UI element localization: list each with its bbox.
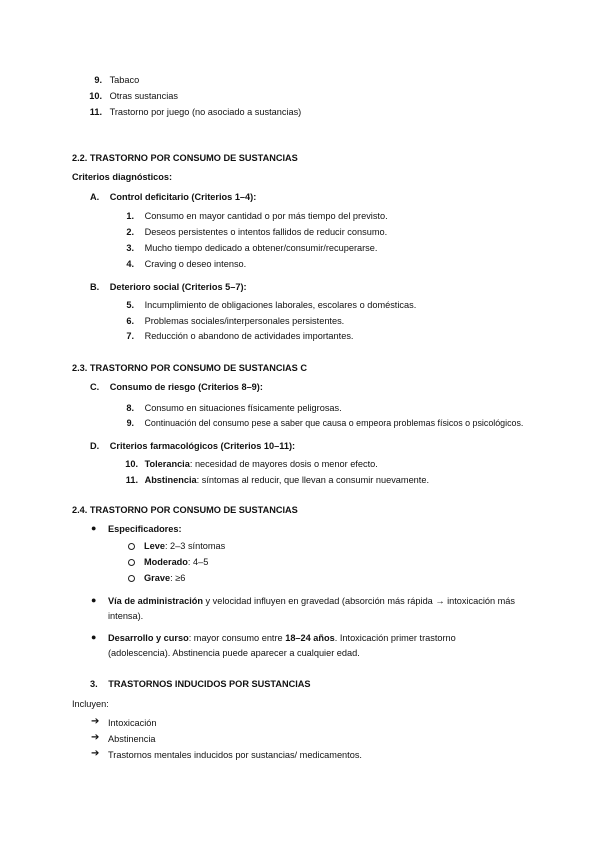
list-item: 5. Incumplimiento de obligaciones laborales, escolares o domésticas.: [126, 300, 417, 310]
list-item: 3. Mucho tiempo dedicado a obtener/consumir/recuperarse.: [126, 243, 378, 253]
via-paragraph-line-1: Vía de administración y velocidad influyen en gravedad (absorción más rápida → intoxicación más: [108, 596, 515, 606]
list-item: 8. Consumo en situaciones físicamente peligrosas.: [126, 403, 342, 413]
curso-paragraph-line-2: (adolescencia). Abstinencia puede aparecer a cualquier edad.: [108, 648, 360, 658]
list-item: 1. Consumo en mayor cantidad o por más tiempo del previsto.: [126, 211, 388, 221]
list-item: 11. Trastorno por juego (no asociado a sustancias): [89, 107, 302, 117]
curso-paragraph-line-1: Desarrollo y curso: mayor consumo entre 18–24 años. Intoxicación primer trastorno: [108, 633, 456, 643]
list-item: 11. Abstinencia: síntomas al reducir, que llevan a consumir nuevamente.: [125, 475, 430, 485]
bullet-icon: ●: [91, 632, 97, 642]
arrow-right-icon: ➔: [91, 716, 100, 727]
list-item: Trastornos mentales inducidos por sustancias/ medicamentos.: [108, 750, 362, 760]
group-a-title: A. Control deficitario (Criterios 1–4):: [90, 192, 257, 202]
circle-bullet-icon: [128, 559, 135, 566]
via-paragraph-line-2: intensa).: [108, 611, 144, 621]
list-item: 6. Problemas sociales/interpersonales persistentes.: [126, 316, 345, 326]
list-item: 10. Tolerancia: necesidad de mayores dosis o menor efecto.: [125, 459, 378, 469]
includes-label: Incluyen:: [72, 699, 109, 709]
circle-bullet-icon: [128, 543, 135, 550]
specifier-item: Grave: ≥6: [144, 573, 186, 583]
group-b-title: B. Deterioro social (Criterios 5–7):: [90, 282, 247, 292]
list-item: 10. Otras sustancias: [89, 91, 178, 101]
arrow-right-icon: ➔: [91, 732, 100, 743]
arrow-right-icon: ➔: [91, 748, 100, 759]
bullet-icon: ●: [91, 595, 97, 605]
list-item: 2. Deseos persistentes o intentos fallidos de reducir consumo.: [126, 227, 388, 237]
list-item: 9. Continuación del consumo pese a saber que causa o empeora problemas físicos o psicológicos.: [126, 418, 524, 428]
section-heading-2-3: 2.3. TRASTORNO POR CONSUMO DE SUSTANCIAS C: [72, 363, 307, 373]
bullet-icon: ●: [91, 523, 97, 533]
circle-bullet-icon: [128, 575, 135, 582]
group-c-title: C. Consumo de riesgo (Criterios 8–9):: [90, 382, 263, 392]
list-item: Intoxicación: [108, 718, 157, 728]
list-item: 9. Tabaco: [94, 75, 140, 85]
group-d-title: D. Criterios farmacológicos (Criterios 10–11):: [90, 441, 296, 451]
section-heading-3: 3. TRASTORNOS INDUCIDOS POR SUSTANCIAS: [90, 679, 311, 689]
section-heading-2-4: 2.4. TRASTORNO POR CONSUMO DE SUSTANCIAS: [72, 505, 298, 515]
list-item: 7. Reducción o abandono de actividades importantes.: [126, 331, 354, 341]
specifier-item: Leve: 2–3 síntomas: [144, 541, 226, 551]
section-heading-2-2: 2.2. TRASTORNO POR CONSUMO DE SUSTANCIAS: [72, 153, 298, 163]
specifiers-label: Especificadores:: [108, 524, 182, 534]
list-item: 4. Craving o deseo intenso.: [126, 259, 247, 269]
specifier-item: Moderado: 4–5: [144, 557, 209, 567]
list-item: Abstinencia: [108, 734, 156, 744]
criteria-label: Criterios diagnósticos:: [72, 172, 173, 182]
